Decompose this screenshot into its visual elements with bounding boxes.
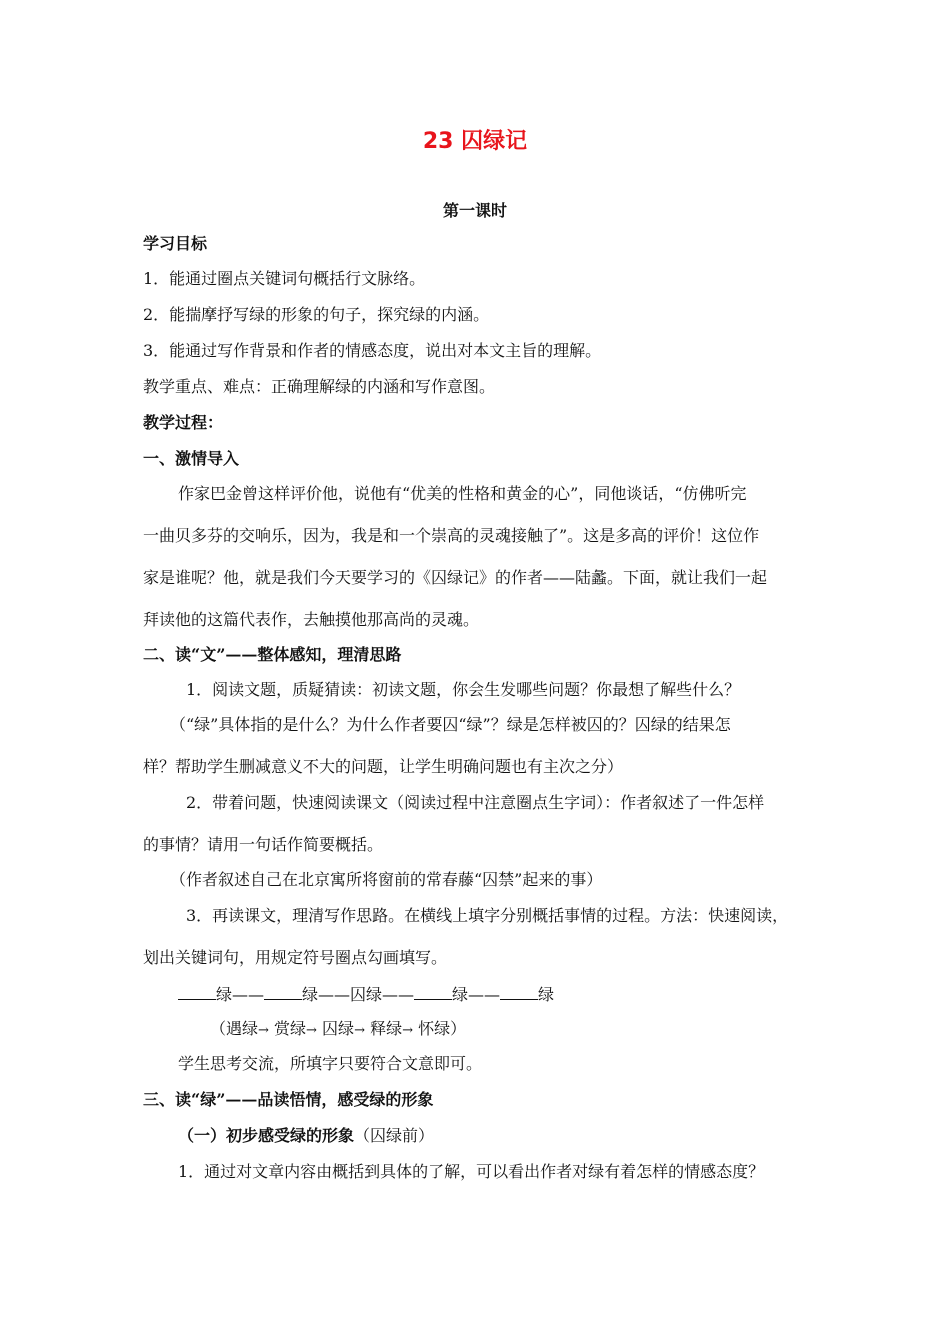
subsection-note: （囚绿前） [354, 1126, 435, 1145]
note-line: （“绿”具体指的是什么？为什么作者要囚“绿”？绿是怎样被囚的？囚绿的结果怎 [170, 715, 731, 734]
note-line: 样？帮助学生删减意义不大的问题，让学生明确问题也有主次之分） [143, 757, 624, 776]
fill-text: 绿——囚绿—— [302, 985, 415, 1004]
objective-item: 3．能通过写作背景和作者的情感态度，说出对本文主旨的理解。 [143, 341, 602, 360]
blank-2[interactable] [264, 983, 302, 1000]
flow-step: 遇绿 [226, 1019, 259, 1038]
subsection-heading [178, 1125, 434, 1147]
document-title: 23 囚绿记 [422, 129, 528, 154]
lesson-subtitle: 第一课时 [442, 201, 507, 220]
paragraph-line: 拜读他的这篇代表作，去触摸他那高尚的灵魂。 [143, 610, 480, 629]
section-heading: 一、激情导入 [143, 449, 240, 468]
flow-step: 赏绿 [274, 1019, 307, 1038]
question-line: 1．阅读文题，质疑猜读：初读文题，你会生发哪些问题？你最想了解些什么？ [186, 680, 741, 699]
objectives-heading: 学习目标 [143, 234, 208, 253]
fill-in-blanks [178, 983, 554, 1006]
paren-open: （ [210, 1019, 227, 1038]
objective-item: 2．能揣摩抒写绿的形象的句子，探究绿的内涵。 [143, 305, 490, 324]
key-points: 教学重点、难点：正确理解绿的内涵和写作意图。 [143, 377, 496, 396]
question-line: 1．通过对文章内容由概括到具体的了解，可以看出作者对绿有着怎样的情感态度？ [178, 1162, 765, 1181]
subsection-title: （一）初步感受绿的形象 [178, 1126, 355, 1145]
paragraph-line: 家是谁呢？他，就是我们今天要学习的《囚绿记》的作者——陆蠡。下面，就让我们一起 [143, 568, 768, 587]
flow-step: 怀绿 [418, 1019, 451, 1038]
fill-text: 绿 [538, 985, 555, 1004]
flow-step: 释绿 [370, 1019, 403, 1038]
flow-step: 囚绿 [322, 1019, 355, 1038]
question-line: 2．带着问题，快速阅读课文（阅读过程中注意圈点生字词）：作者叙述了一件怎样 [186, 793, 765, 812]
arrow-right-icon: → [306, 1023, 317, 1038]
answer-line: （作者叙述自己在北京寓所将窗前的常春藤“囚禁”起来的事） [170, 870, 603, 889]
arrow-right-icon: → [354, 1023, 365, 1038]
process-heading: 教学过程： [143, 413, 224, 432]
flow-sequence [210, 1018, 466, 1042]
fill-text: 绿—— [216, 985, 265, 1004]
question-line: 3．再读课文，理清写作思路。在横线上填字分别概括事情的过程。方法：快速阅读， [186, 906, 789, 925]
section-heading: 二、读“文”——整体感知，理清思路 [143, 645, 402, 664]
blank-3[interactable] [414, 983, 452, 1000]
arrow-right-icon: → [402, 1023, 413, 1038]
blank-4[interactable] [500, 983, 538, 1000]
question-line: 的事情？请用一句话作简要概括。 [143, 835, 384, 854]
paragraph-line: 作家巴金曾这样评价他，说他有“优美的性格和黄金的心”，同他谈话，“仿佛听完 [178, 484, 747, 503]
paren-close: ） [450, 1019, 467, 1038]
paragraph-line: 一曲贝多芬的交响乐，因为，我是和一个崇高的灵魂接触了”。这是多高的评价！这位作 [143, 526, 760, 545]
question-line: 划出关键词句，用规定符号圈点勾画填写。 [143, 948, 448, 967]
blank-1[interactable] [178, 983, 216, 1000]
paragraph-line: 学生思考交流，所填字只要符合文意即可。 [178, 1054, 483, 1073]
objective-item: 1．能通过圈点关键词句概括行文脉络。 [143, 269, 426, 288]
arrow-right-icon: → [258, 1023, 269, 1038]
fill-text: 绿—— [452, 985, 501, 1004]
section-heading: 三、读“绿”——品读悟情，感受绿的形象 [143, 1090, 434, 1109]
